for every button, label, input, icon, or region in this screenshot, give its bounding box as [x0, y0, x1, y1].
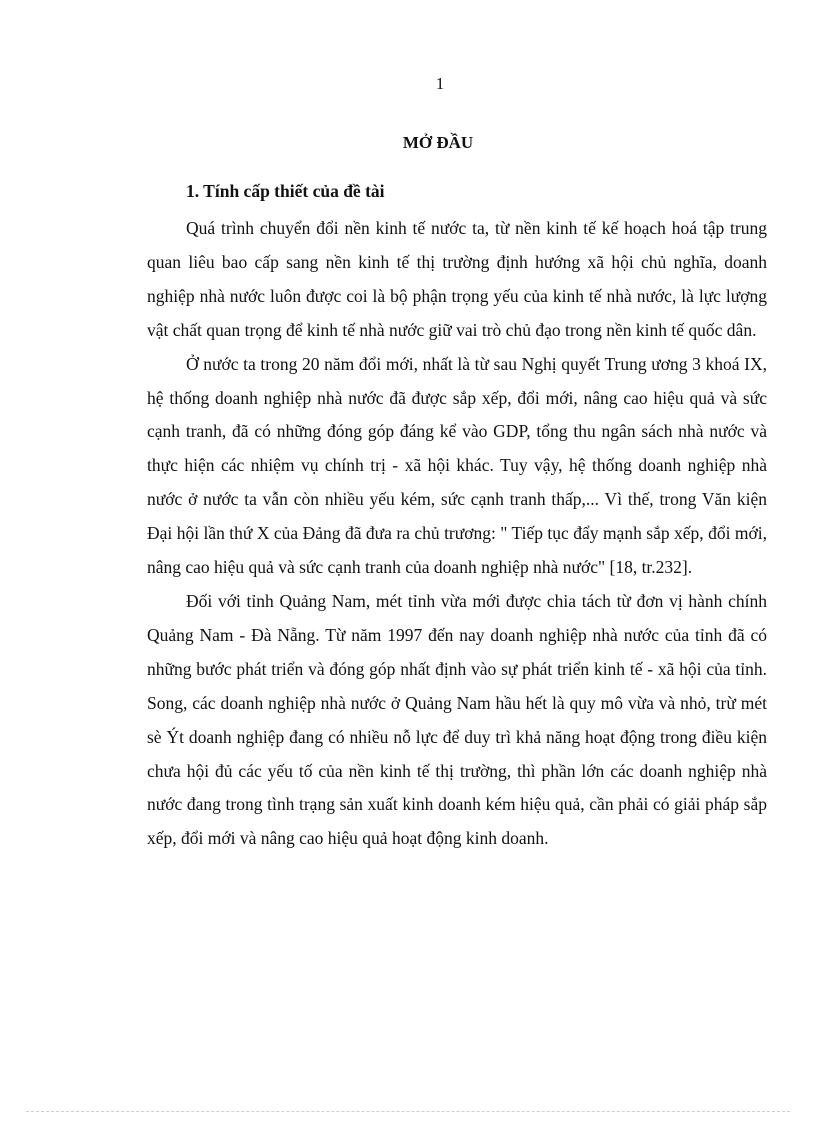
body-text [147, 212, 767, 856]
page-bottom-divider [26, 1111, 790, 1112]
chapter-heading: MỞ ĐẦU [402, 133, 474, 152]
page-number: 1 [435, 74, 445, 93]
paragraph-3: Đối với tỉnh Quảng Nam, mét tỉnh vừa mới được chia tách từ đơn vị hành chính Quảng Nam - Đà Nẵng. Từ năm 1997 đến nay doanh nghiệp nhà nước của tỉnh đã có những bước phát triển và đóng góp nhất định vào sự phát triển kinh tế - xã hội của tỉnh. Song, các doanh nghiệp nhà nước ở Quảng Nam hầu hết là quy mô vừa và nhỏ, trừ mét sè Ýt doanh nghiệp đang có nhiều nỗ lực để duy trì khả năng hoạt động trong điều kiện chưa hội đủ các yếu tố của nền kinh tế thị trường, thì phần lớn các doanh nghiệp nhà nước đang trong tình trạng sản xuất kinh doanh kém hiệu quả, cần phải có giải pháp sắp xếp, đổi mới và nâng cao hiệu quả hoạt động kinh doanh. [147, 590, 767, 849]
paragraph-2: Ở nước ta trong 20 năm đổi mới, nhất là từ sau Nghị quyết Trung ương 3 khoá IX, hệ thống doanh nghiệp nhà nước đã được sắp xếp, đổi mới, nâng cao hiệu quả và sức cạnh tranh, đã có những đóng góp đáng kể vào GDP, tổng thu ngân sách nhà nước và thực hiện các nhiệm vụ chính trị - xã hội khác. Tuy vậy, hệ thống doanh nghiệp nhà nước ở nước ta vẫn còn nhiều yếu kém, sức cạnh tranh thấp,... Vì thế, trong Văn kiện Đại hội lần thứ X của Đảng đã đưa ra chủ trương: " Tiếp tục đẩy mạnh sắp xếp, đổi mới, nâng cao hiệu quả và sức cạnh tranh của doanh nghiệp nhà nước" [18, tr.232]. [147, 353, 767, 578]
section-title: 1. Tính cấp thiết của đề tài [186, 181, 385, 201]
paragraph-1: Quá trình chuyển đổi nền kinh tế nước ta, từ nền kinh tế kế hoạch hoá tập trung quan liêu bao cấp sang nền kinh tế thị trường định hướng xã hội chủ nghĩa, doanh nghiệp nhà nước luôn được coi là bộ phận trọng yếu của kinh tế nhà nước, là lực lượng vật chất quan trọng để kinh tế nhà nước giữ vai trò chủ đạo trong nền kinh tế quốc dân. [147, 218, 767, 340]
